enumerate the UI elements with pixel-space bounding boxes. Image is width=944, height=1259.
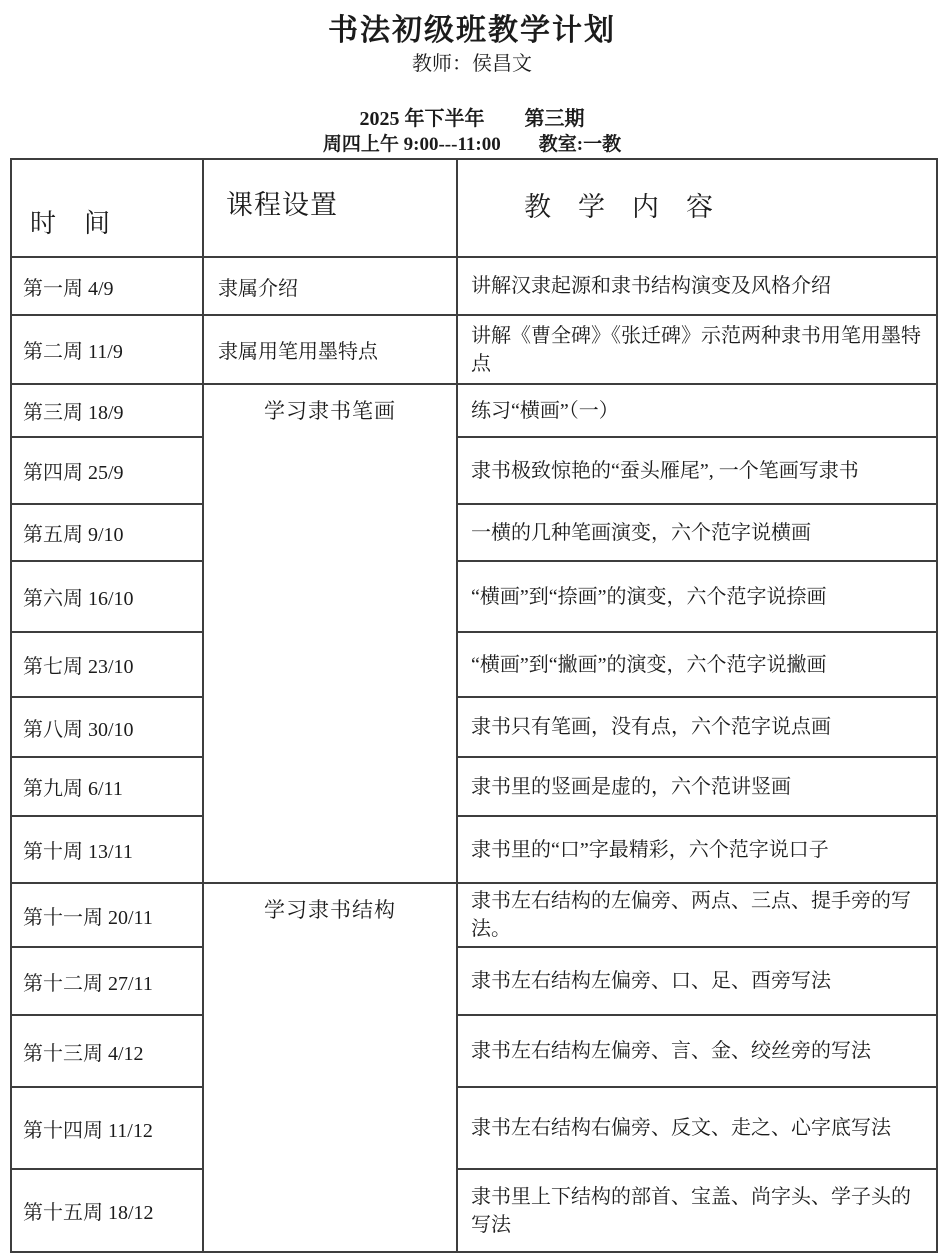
table-row [11, 1015, 937, 1087]
content-cell: 隶书左右结构左偏旁、口、足、酉旁写法 [457, 947, 937, 1015]
schedule-line: 周四上午 9:00---11:00 教室:一教 [322, 134, 622, 155]
content-cell: 隶书极致惊艳的“蚕头雁尾”, 一个笔画写隶书 [457, 437, 937, 504]
content-cell: 讲解汉隶起源和隶书结构演变及风格介绍 [457, 257, 937, 315]
table-row [11, 257, 937, 315]
course-cell-merged-strokes: 学习隶书笔画 [203, 384, 457, 883]
content-cell: 隶书里的“口”字最精彩，六个范字说口子 [457, 816, 937, 883]
table-row [11, 315, 937, 384]
week-cell: 第八周 30/10 [11, 697, 203, 757]
course-cell-merged-structure: 学习隶书结构 [203, 883, 457, 1252]
content-cell: 讲解《曹全碑》《张迁碑》示范两种隶书用笔用墨特点 [457, 315, 937, 384]
week-cell: 第十四周 11/12 [11, 1087, 203, 1169]
table-row [11, 757, 937, 816]
week-cell: 第十三周 4/12 [11, 1015, 203, 1087]
table-row [11, 1169, 937, 1252]
week-cell: 第三周 18/9 [11, 384, 203, 437]
teacher-line: 教师：侯昌文 [412, 53, 532, 75]
content-cell: 隶书里上下结构的部首、宝盖、尚字头、学子头的写法 [457, 1169, 937, 1252]
table-row [11, 697, 937, 757]
week-cell: 第七周 23/10 [11, 632, 203, 697]
week-cell: 第十二周 27/11 [11, 947, 203, 1015]
table-row [11, 947, 937, 1015]
table-row [11, 384, 937, 437]
course-cell: 隶属用笔用墨特点 [203, 315, 457, 384]
content-cell: 隶书左右结构左偏旁、言、金、绞丝旁的写法 [457, 1015, 937, 1087]
table-row [11, 632, 937, 697]
table-row [11, 1087, 937, 1169]
week-cell: 第九周 6/11 [11, 757, 203, 816]
week-cell: 第十一周 20/11 [11, 883, 203, 947]
week-cell: 第一周 4/9 [11, 257, 203, 315]
table-row [11, 816, 937, 883]
table-header-row [11, 159, 937, 257]
course-cell: 隶属介绍 [203, 257, 457, 315]
week-cell: 第十周 13/11 [11, 816, 203, 883]
column-header-course: 课程设置 [203, 159, 457, 257]
term-line: 2025 年下半年 第三期 [359, 108, 585, 130]
table-row [11, 437, 937, 504]
content-cell: 隶书左右结构的左偏旁、两点、三点、提手旁的写法。 [457, 883, 937, 947]
week-cell: 第四周 25/9 [11, 437, 203, 504]
table-row [11, 561, 937, 632]
week-cell: 第二周 11/9 [11, 315, 203, 384]
column-header-content: 教 学 内 容 [457, 159, 937, 257]
content-cell: 隶书左右结构右偏旁、反文、走之、心字底写法 [457, 1087, 937, 1169]
schedule-table [10, 158, 938, 1253]
table-row [11, 883, 937, 947]
content-cell: 一横的几种笔画演变，六个范字说横画 [457, 504, 937, 561]
week-cell: 第六周 16/10 [11, 561, 203, 632]
content-cell: 隶书里的竖画是虚的，六个范讲竖画 [457, 757, 937, 816]
page-title: 书法初级班教学计划 [328, 14, 616, 47]
content-cell: “横画”到“撇画”的演变，六个范字说撇画 [457, 632, 937, 697]
content-cell: 练习“横画”（一） [457, 384, 937, 437]
column-header-time: 时 间 [11, 159, 203, 257]
week-cell: 第五周 9/10 [11, 504, 203, 561]
content-cell: “横画”到“捺画”的演变，六个范字说捺画 [457, 561, 937, 632]
week-cell: 第十五周 18/12 [11, 1169, 203, 1252]
table-row [11, 504, 937, 561]
document-header [0, 0, 944, 158]
content-cell: 隶书只有笔画，没有点，六个范字说点画 [457, 697, 937, 757]
